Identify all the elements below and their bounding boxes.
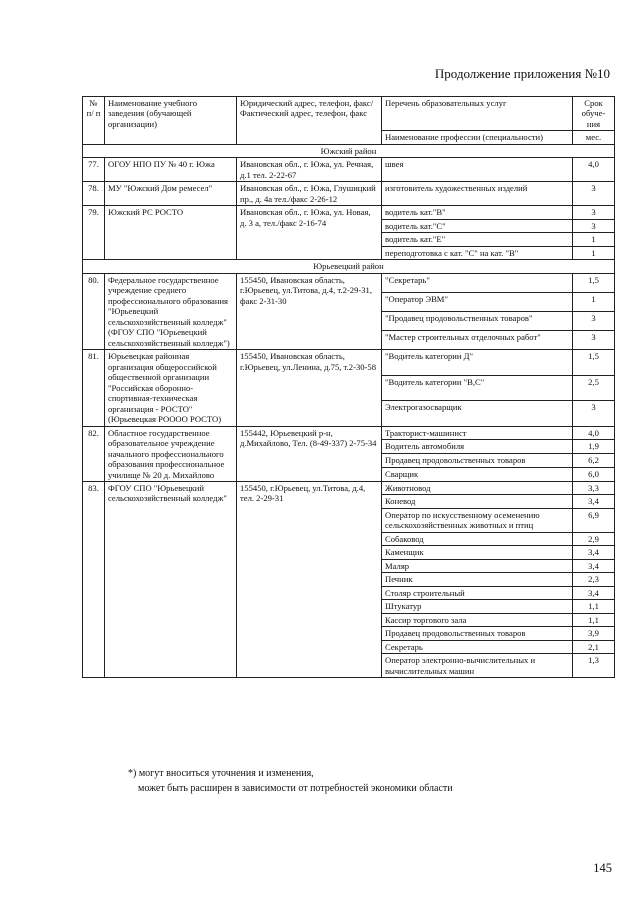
institution-number: 82. xyxy=(83,426,105,481)
program-term: 3 xyxy=(573,182,615,206)
institution-number: 79. xyxy=(83,206,105,260)
program-term: 3 xyxy=(573,219,615,232)
program-name: Сварщик xyxy=(382,468,573,482)
program-term: 4,0 xyxy=(573,158,615,182)
program-name: Печник xyxy=(382,573,573,586)
program-term: 3,4 xyxy=(573,495,615,508)
programs-table xyxy=(82,96,615,678)
program-term: 1,3 xyxy=(573,654,615,678)
institution-number: 81. xyxy=(83,350,105,426)
program-term: 3 xyxy=(573,331,615,350)
program-name: водитель кат."С" xyxy=(382,219,573,232)
program-term: 3,4 xyxy=(573,559,615,572)
program-term: 3,4 xyxy=(573,586,615,599)
table-header-row xyxy=(83,97,615,131)
institution-address: Ивановская обл., г. Южа, ул. Речная, д.1 тел. 2-22-67 xyxy=(237,158,382,182)
program-name: Водитель автомобиля xyxy=(382,440,573,454)
program-term: 3,9 xyxy=(573,627,615,640)
program-term: 3 xyxy=(573,206,615,219)
program-term: 2,3 xyxy=(573,573,615,586)
table-row xyxy=(83,206,615,219)
program-term: 4,0 xyxy=(573,426,615,440)
institution-number: 77. xyxy=(83,158,105,182)
institution-address: 155450, Ивановская область, г.Юрьевец, ул.Ленина, д.75, т.2-30-58 xyxy=(237,350,382,426)
institution-name: ОГОУ НПО ПУ № 40 г. Южа xyxy=(105,158,237,182)
institution-address: 155442, Юрьевецкий р-н, д.Михайлово, Тел. (8-49-337) 2-75-34 xyxy=(237,426,382,481)
table-row xyxy=(83,182,615,206)
program-name: Продавец продовольственных товаров xyxy=(382,454,573,468)
program-name: швея xyxy=(382,158,573,182)
header-term-unit: мес. xyxy=(573,131,615,144)
footnote xyxy=(128,766,453,796)
institution-address: 155450, Ивановская область, г.Юрьевец, ул.Титова, д.4, т.2-29-31, факс 2-31-30 xyxy=(237,273,382,349)
program-name: водитель кат."В" xyxy=(382,206,573,219)
program-name: Тракторист-машинист xyxy=(382,426,573,440)
program-name: переподготовка с кат. "С" на кат. "В" xyxy=(382,246,573,259)
program-name: Каменщик xyxy=(382,546,573,559)
program-name: Штукатур xyxy=(382,600,573,613)
program-term: 6,0 xyxy=(573,468,615,482)
program-term: 1,1 xyxy=(573,613,615,626)
institution-number: 83. xyxy=(83,481,105,677)
institution-name: Южский РС РОСТО xyxy=(105,206,237,260)
program-name: Коневод xyxy=(382,495,573,508)
institution-name: Федеральное государственное учреждение среднего профессионального образования "Юрьевецкий сельскохозяйственный колледж" (ФГОУ СПО "Юрьевецкий сельскохозяйственный колледж") xyxy=(105,273,237,349)
page-number: 145 xyxy=(593,861,612,875)
table-row xyxy=(83,481,615,494)
footnote-line-1: *) могут вноситься уточнения и изменения, xyxy=(128,768,314,779)
program-name: "Оператор ЭВМ" xyxy=(382,292,573,311)
table-row xyxy=(83,350,615,375)
appendix-title: Продолжение приложения №10 xyxy=(434,66,610,81)
program-term: 1,9 xyxy=(573,440,615,454)
institution-address: 155450, г.Юрьевец, ул.Титова, д.4, тел. 2-29-31 xyxy=(237,481,382,677)
program-name: "Секретарь" xyxy=(382,273,573,292)
institution-name: МУ "Южский Дом ремесел" xyxy=(105,182,237,206)
program-name: Электрогазосварщик xyxy=(382,401,573,426)
program-term: 2,5 xyxy=(573,375,615,400)
program-name: Столяр строительный xyxy=(382,586,573,599)
program-name: "Продавец продовольственных товаров" xyxy=(382,311,573,330)
program-name: "Водитель категории "В,С" xyxy=(382,375,573,400)
program-term: 1,1 xyxy=(573,600,615,613)
district-row xyxy=(83,260,615,273)
institution-number: 78. xyxy=(83,182,105,206)
program-term: 3,3 xyxy=(573,481,615,494)
institution-name: ФГОУ СПО "Юрьевецкий сельскохозяйственный колледж" xyxy=(105,481,237,677)
table-row xyxy=(83,273,615,292)
program-name: Оператор электронно-вычислительных и вычислительных машин xyxy=(382,654,573,678)
institution-name: Юрьевецкая районная организация общероссийской общественной организации "Российская оборонно-спортивная-техническая организация - РОСТО" (Юрьевецкая РОООО РОСТО) xyxy=(105,350,237,426)
program-term: 6,9 xyxy=(573,508,615,532)
district-title: Юрьевецкий район xyxy=(83,260,615,273)
program-term: 2,1 xyxy=(573,640,615,653)
program-name: водитель кат."Е" xyxy=(382,233,573,246)
program-term: 3 xyxy=(573,311,615,330)
footnote-line-2: может быть расширен в зависимости от потребностей экономики области xyxy=(138,783,453,794)
program-term: 1,5 xyxy=(573,350,615,375)
institution-name: Областное государственное образовательное учреждение начального профессионального образования профессиональное училище № 20 д. Михайлово xyxy=(105,426,237,481)
institution-number: 80. xyxy=(83,273,105,349)
program-term: 1 xyxy=(573,233,615,246)
program-term: 2,9 xyxy=(573,532,615,545)
program-name: Животновод xyxy=(382,481,573,494)
program-term: 6,2 xyxy=(573,454,615,468)
program-term: 1 xyxy=(573,246,615,259)
header-address: Юридический адрес, телефон, факс/ Фактический адрес, телефон, факс xyxy=(237,97,382,145)
header-profession: Наименование профессии (специальности) xyxy=(382,131,573,144)
institution-address: Ивановская обл., г. Южа, Глушицкий пр., д. 4а тел./факс 2-26-12 xyxy=(237,182,382,206)
header-term: Срок обуче- ния xyxy=(573,97,615,131)
program-name: Секретарь xyxy=(382,640,573,653)
program-name: Маляр xyxy=(382,559,573,572)
header-num: № п/ п xyxy=(83,97,105,145)
program-name: "Мастер строительных отделочных работ" xyxy=(382,331,573,350)
program-name: Кассир торгового зала xyxy=(382,613,573,626)
program-term: 3,4 xyxy=(573,546,615,559)
header-services: Перечень образовательных услуг xyxy=(382,97,573,131)
program-term: 1 xyxy=(573,292,615,311)
district-row xyxy=(83,144,615,157)
institution-address: Ивановская обл., г. Южа, ул. Новая, д. 3 а, тел./факс 2-16-74 xyxy=(237,206,382,260)
program-term: 3 xyxy=(573,401,615,426)
table-row xyxy=(83,426,615,440)
table-row xyxy=(83,158,615,182)
program-name: Оператор по искусственному осеменению сельскохозяйственных животных и птиц xyxy=(382,508,573,532)
program-name: Продавец продовольственных товаров xyxy=(382,627,573,640)
program-term: 1,5 xyxy=(573,273,615,292)
program-name: "Водитель категории Д" xyxy=(382,350,573,375)
district-title: Южский район xyxy=(83,144,615,157)
program-name: изготовитель художественных изделий xyxy=(382,182,573,206)
program-name: Собаковод xyxy=(382,532,573,545)
header-name: Наименование учебного заведения (обучающей организации) xyxy=(105,97,237,145)
